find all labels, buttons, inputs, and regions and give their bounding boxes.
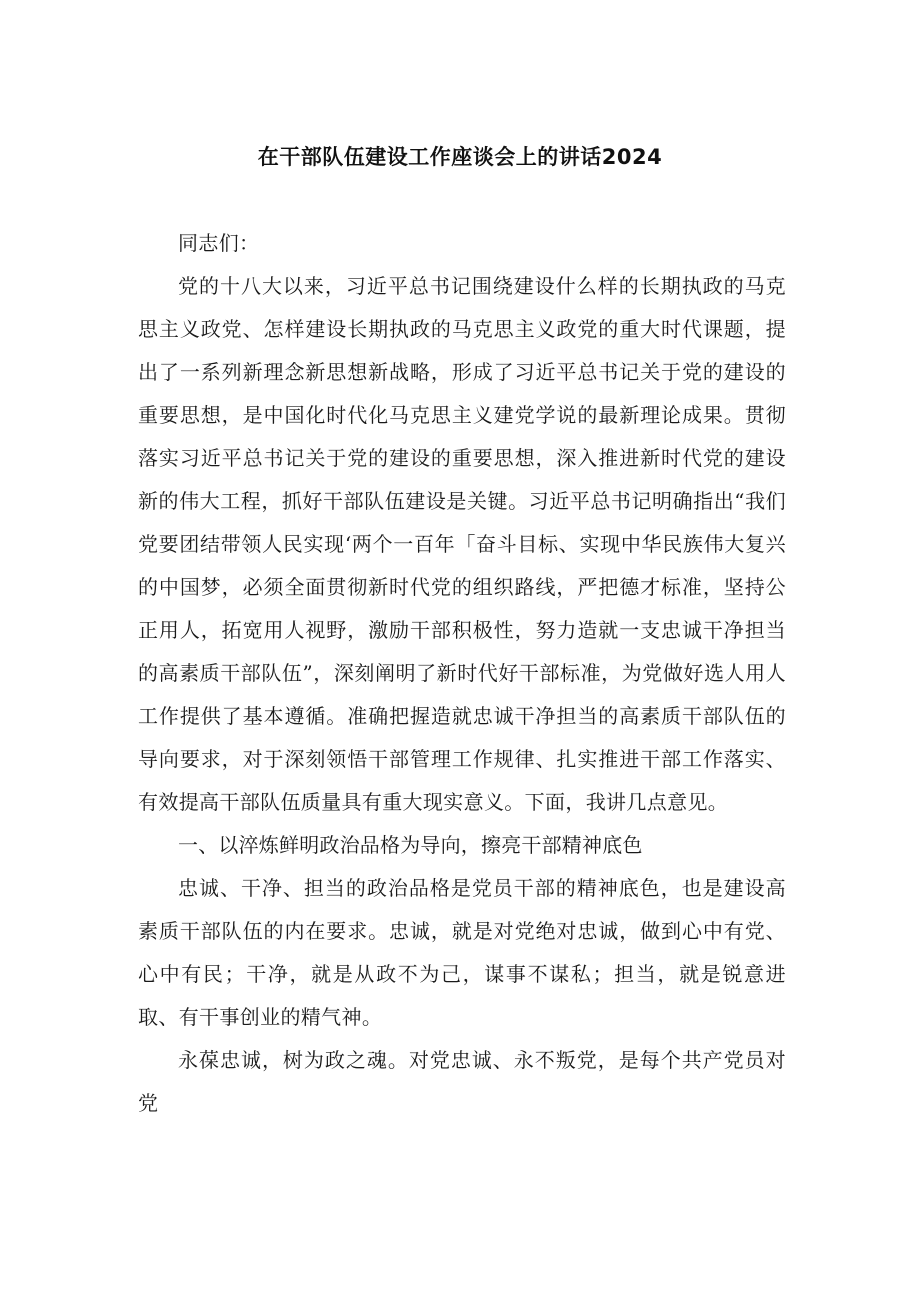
salutation: 同志们： [178, 231, 260, 255]
paragraph-loyalty: 永葆忠诚，树为政之魂。对党忠诚、永不叛党，是每个共产党员对党 [138, 1048, 786, 1115]
paragraph-intro: 党的十八大以来，习近平总书记围绕建设什么样的长期执政的马克思主义政党、怎样建设长期执政的马克思主义政党的重大时代课题，提出了一系列新理念新思想新战略，形成了习近平总书记关于党的建设的重要思想，是中国化时代化马克思主义建党学说的最新理论成果。贯彻落实习近平总书记关于党的建设的重要思想，深入推进新时代党的建设新的伟大工程，抓好干部队伍建设是关键。习近平总书记明确指出“我们党要团结带领人民实现‘两个一百年「奋斗目标、实现中华民族伟大复兴的中国梦，必须全面贯彻新时代党的组织路线，严把德才标准，坚持公正用人，拓宽用人视野，激励干部积极性，努力造就一支忠诚干净担当的高素质干部队伍”，深刻阐明了新时代好干部标准，为党做好选人用人工作提供了基本遵循。准确把握造就忠诚干净担当的高素质干部队伍的导向要求，对于深刻领悟干部管理工作规律、扎实推进干部工作落实、有效提高干部队伍质量具有重大现实意义。下面，我讲几点意见。 [138, 274, 786, 814]
paragraph-political-character: 忠诚、干净、担当的政治品格是党员干部的精神底色，也是建设高素质干部队伍的内在要求。忠诚，就是对党绝对忠诚，做到心中有党、心中有民；干净，就是从政不为己，谋事不谋私；担当，就是锐意进取、有干事创业的精气神。 [138, 876, 786, 1029]
page-title: 在干部队伍建设工作座谈会上的讲话2024 [257, 145, 663, 170]
document-body [138, 222, 786, 1125]
section-heading-1: 一、以淬炼鲜明政治品格为导向，擦亮干部精神底色 [178, 833, 643, 857]
